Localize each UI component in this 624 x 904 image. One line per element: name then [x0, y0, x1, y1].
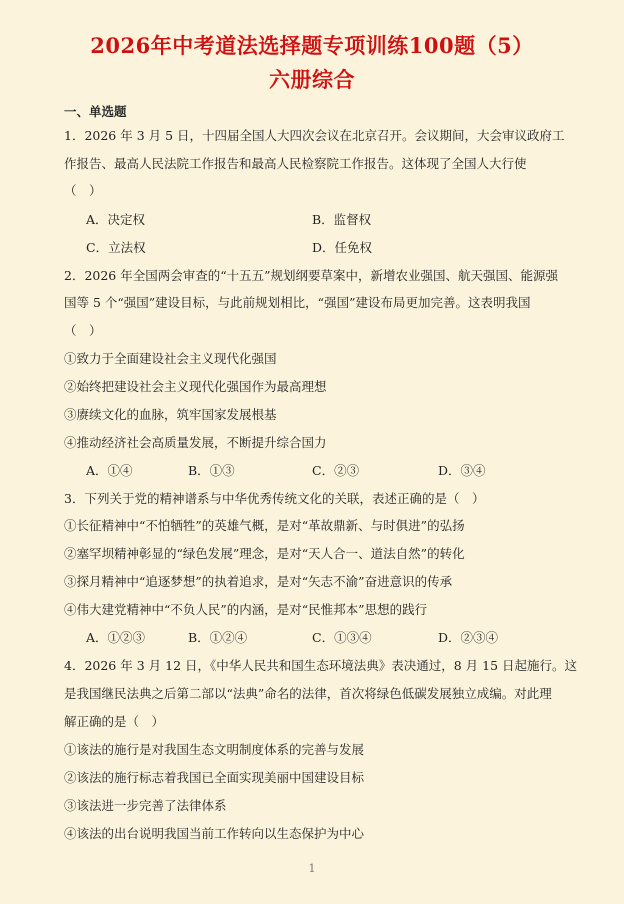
q2-statement: ②始终把建设社会主义现代化强国作为最高理想: [64, 379, 327, 394]
q2-statement: ①致力于全面建设社会主义现代化强国: [64, 351, 277, 366]
q4-stem-line: 是我国继民法典之后第二部以“法典”命名的法律，首次将绿色低碳发展独立成编。对此理: [64, 686, 552, 701]
q1-option-c: C．立法权: [86, 240, 146, 255]
q2-option-d: D．③④: [438, 463, 486, 478]
q1-option-d: D．任免权: [312, 240, 373, 255]
q1-stem-line: 1．2026 年 3 月 5 日，十四届全国人大四次会议在北京召开。会议期间，大会审议政府工: [64, 128, 565, 143]
q3-statement: ③探月精神中“追逐梦想”的执着追求，是对“矢志不渝”奋进意识的传承: [64, 574, 453, 589]
page-title: 2026年中考道法选择题专项训练100题（5）: [90, 33, 534, 58]
q4-statement: ④该法的出台说明我国当前工作转向以生态保护为中心: [64, 826, 365, 841]
section-heading: 一、单选题: [64, 104, 127, 119]
q2-stem-line: 2．2026 年全国两会审查的“十五五”规划纲要草案中，新增农业强国、航天强国、能源强: [64, 268, 559, 283]
q2-stem-line: 国等 5 个“强国”建设目标，与此前规划相比，“强国”建设布局更加完善。这表明我国: [64, 295, 531, 310]
q3-statement: ②塞罕坝精神彰显的“绿色发展”理念，是对“天人合一、道法自然”的转化: [64, 546, 465, 561]
page-number: 1: [308, 862, 316, 875]
q1-option-a: A．决定权: [86, 212, 146, 227]
q4-statement: ②该法的施行标志着我国已全面实现美丽中国建设目标: [64, 770, 365, 785]
q4-statement: ①该法的施行是对我国生态文明制度体系的完善与发展: [64, 742, 365, 757]
q2-option-b: B．①③: [188, 463, 235, 478]
q1-stem-line: 作报告、最高人民法院工作报告和最高人民检察院工作报告。这体现了全国人大行使: [64, 156, 527, 171]
q4-stem-line: 解正确的是（ ）: [64, 714, 165, 729]
q3-option-b: B．①②④: [188, 630, 248, 645]
q2-statement: ③赓续文化的血脉，筑牢国家发展根基: [64, 407, 277, 422]
q3-statement: ①长征精神中“不怕牺牲”的英雄气概，是对“革故鼎新、与时俱进”的弘扬: [64, 518, 465, 533]
q2-option-c: C．②③: [312, 463, 360, 478]
q2-statement: ④推动经济社会高质量发展，不断提升综合国力: [64, 435, 327, 450]
q1-stem-line: （ ）: [64, 183, 102, 198]
q3-option-a: A．①②③: [86, 630, 146, 645]
page-subtitle: 六册综合: [269, 67, 355, 92]
q3-stem-line: 3．下列关于党的精神谱系与中华优秀传统文化的关联，表述正确的是（ ）: [64, 491, 485, 506]
q4-statement: ③该法进一步完善了法律体系: [64, 798, 227, 813]
q3-statement: ④伟大建党精神中“不负人民”的内涵，是对“民惟邦本”思想的践行: [64, 602, 428, 617]
q1-option-b: B．监督权: [312, 212, 372, 227]
q3-option-c: C．①③④: [312, 630, 372, 645]
q3-option-d: D．②③④: [438, 630, 499, 645]
q2-option-a: A．①④: [86, 463, 133, 478]
q2-stem-line: （ ）: [64, 323, 102, 338]
q4-stem-line: 4．2026 年 3 月 12 日，《中华人民共和国生态环境法典》表决通过，8 月 15 日起施行。这: [64, 658, 578, 673]
